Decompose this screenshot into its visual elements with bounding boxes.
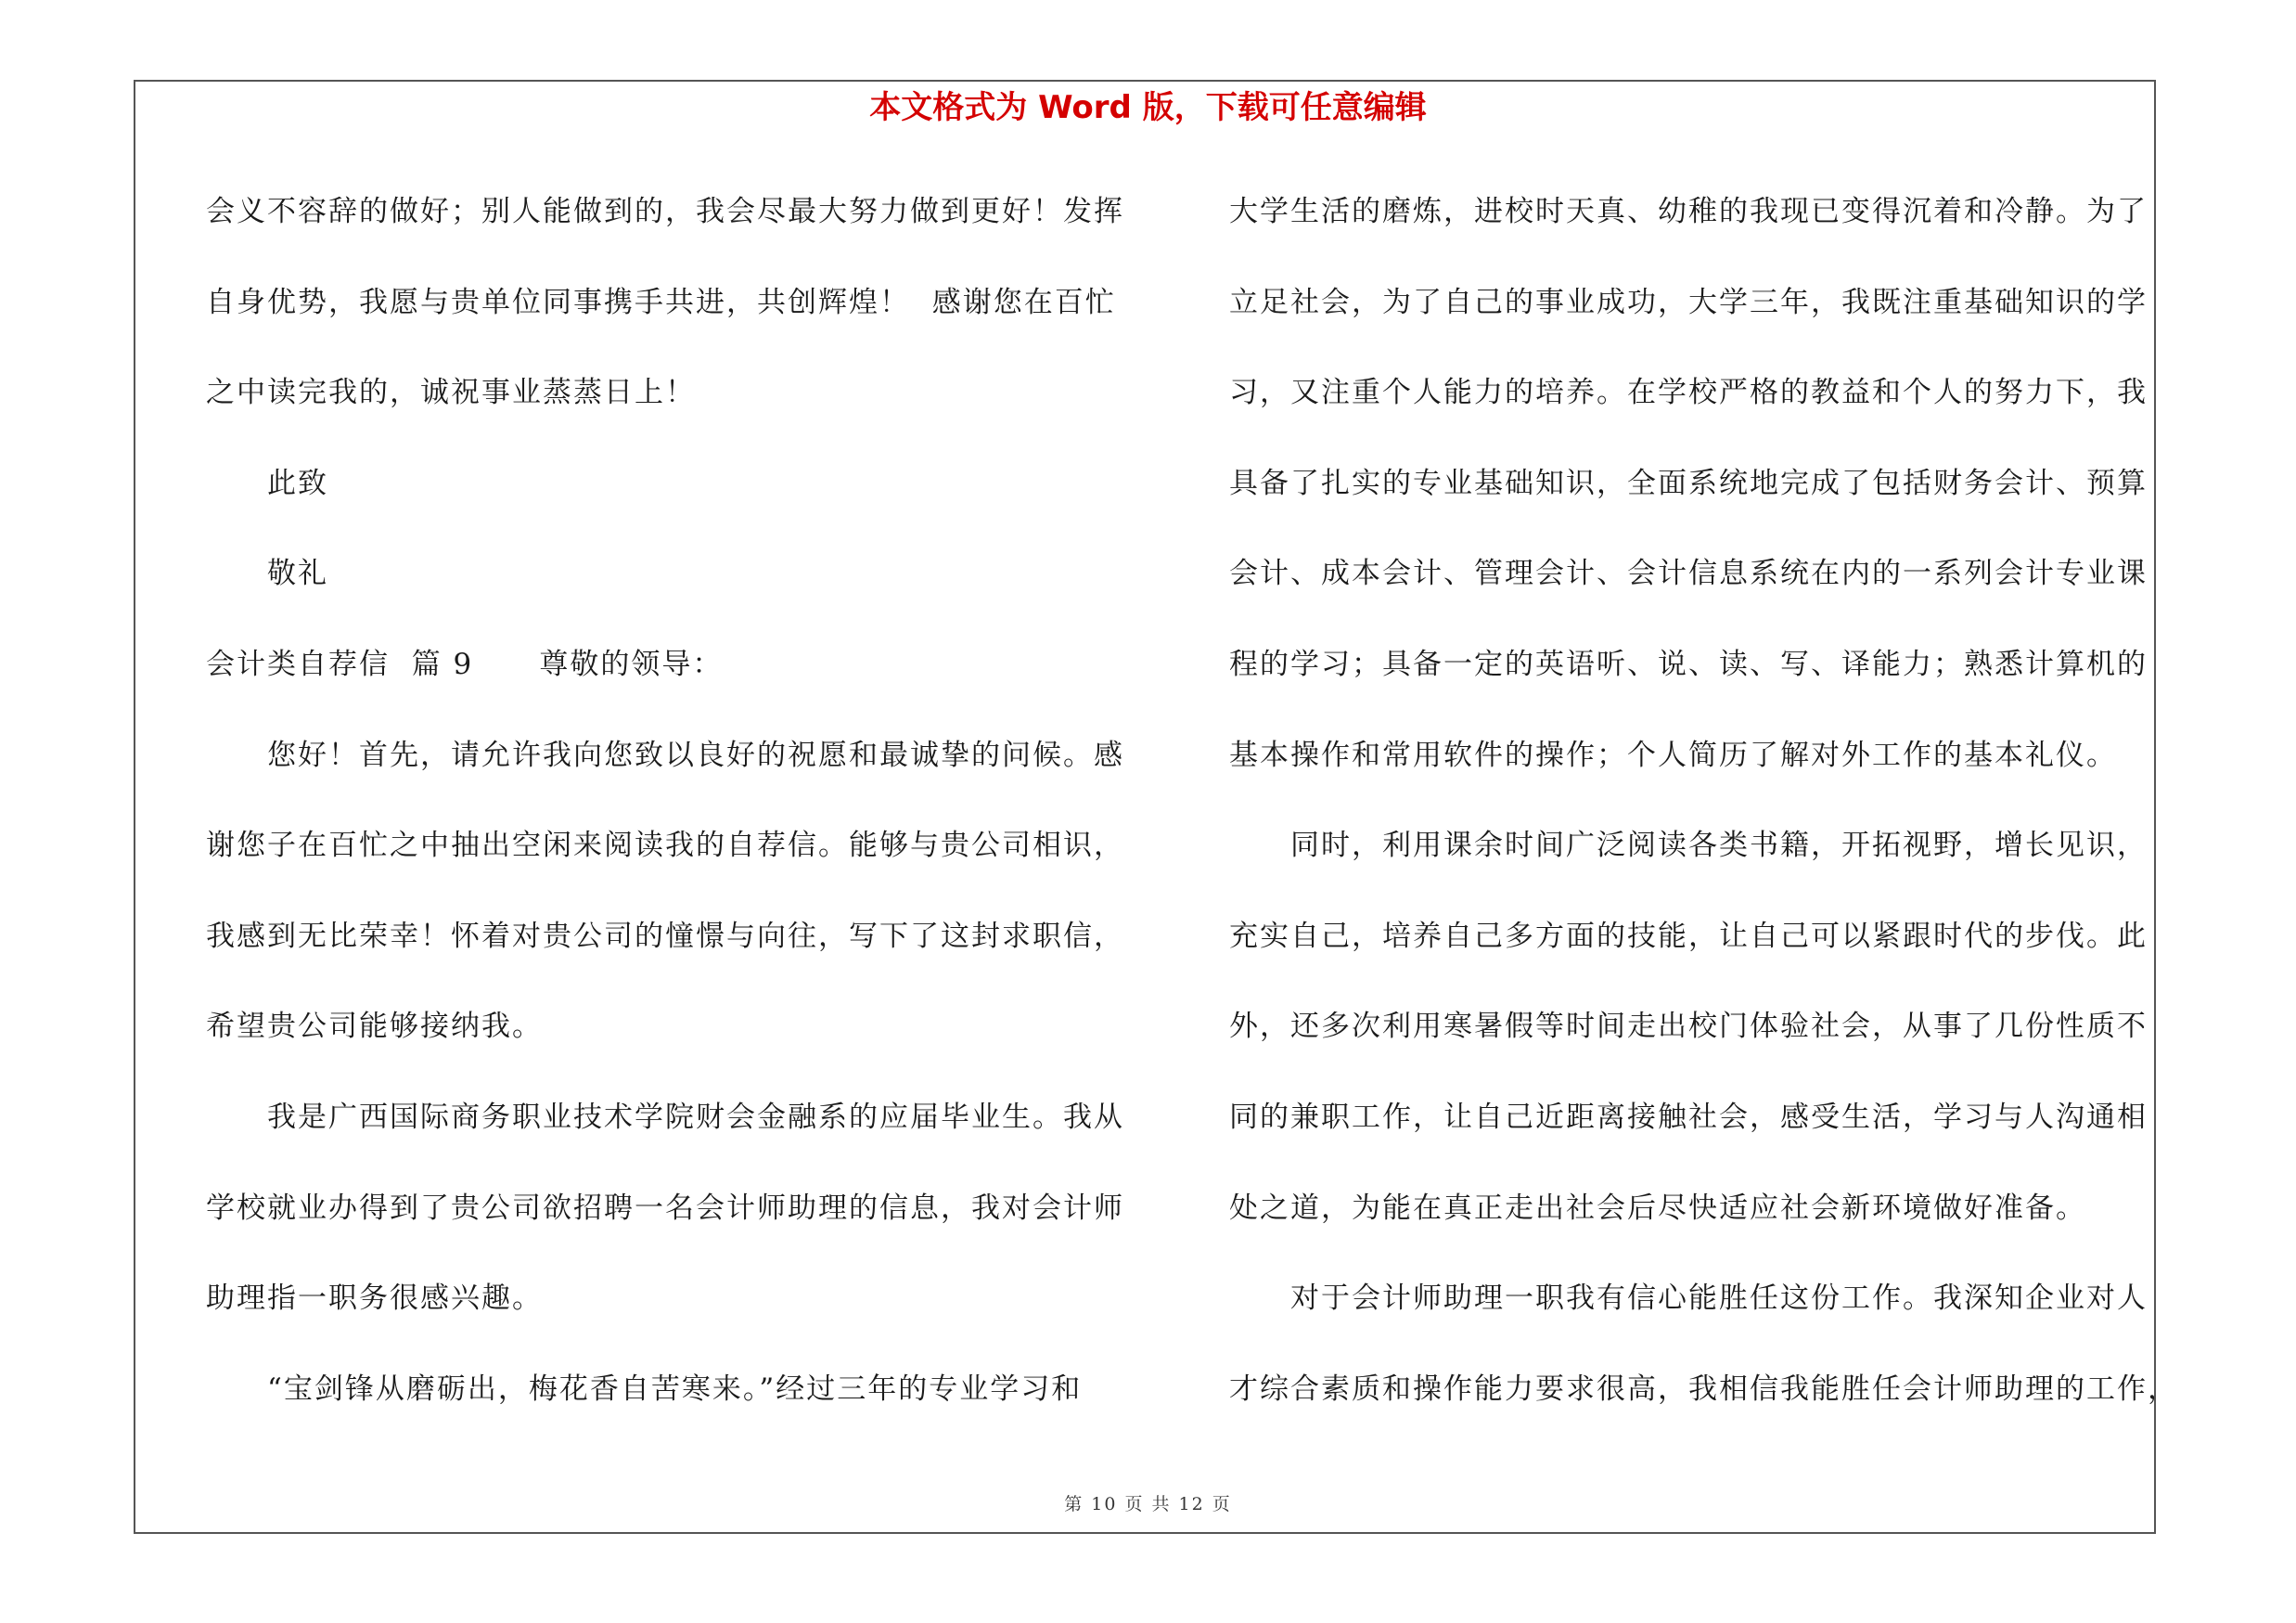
text-line: 对于会计师助理一职我有信心能胜任这份工作。我深知企业对人 xyxy=(1290,1282,2148,1316)
text-line: 同的兼职工作，让自己近距离接触社会，感受生活，学习与人沟通相 xyxy=(1229,1100,2148,1134)
page-number: 第 10 页 共 12 页 xyxy=(1064,1494,1232,1514)
text-line: 会计、成本会计、管理会计、会计信息系统在内的一系列会计专业课 xyxy=(1229,557,2148,591)
text-line: 具备了扎实的专业基础知识，全面系统地完成了包括财务会计、预算 xyxy=(1229,466,2148,500)
text-line: 学校就业办得到了贵公司欲招聘一名会计师助理的信息，我对会计师 xyxy=(206,1191,1124,1225)
text-line: 您好！首先，请允许我向您致以良好的祝愿和最诚挚的问候。感 xyxy=(267,738,1124,772)
text-line: 谢您子在百忙之中抽出空闲来阅读我的自荐信。能够与贵公司相识， xyxy=(206,829,1124,863)
text-line: 立足社会，为了自己的事业成功，大学三年，我既注重基础知识的学 xyxy=(1229,285,2148,319)
text-line: 外，还多次利用寒暑假等时间走出校门体验社会，从事了几份性质不 xyxy=(1229,1010,2148,1044)
salutation-line: 此致 xyxy=(267,466,328,500)
right-text-column xyxy=(1229,184,2178,1451)
closing-line: 敬礼 xyxy=(267,557,328,591)
text-line: 自身优势，我愿与贵单位同事携手共进，共创辉煌！ 感谢您在百忙 xyxy=(206,285,1116,319)
text-line: 程的学习；具备一定的英语听、说、读、写、译能力；熟悉计算机的 xyxy=(1229,647,2148,681)
text-line: 才综合素质和操作能力要求很高，我相信我能胜任会计师助理的工作， xyxy=(1229,1372,2178,1406)
left-text-column xyxy=(206,184,1143,1451)
text-line: 我感到无比荣幸！怀着对贵公司的憧憬与向往，写下了这封求职信， xyxy=(206,919,1124,953)
text-line: 之中读完我的，诚祝事业蒸蒸日上！ xyxy=(206,376,696,410)
text-line: 同时，利用课余时间广泛阅读各类书籍，开拓视野，增长见识， xyxy=(1290,829,2148,863)
text-line: 充实自己，培养自己多方面的技能，让自己可以紧跟时代的步伐。此 xyxy=(1229,919,2148,953)
text-line: 处之道，为能在真正走出社会后尽快适应社会新环境做好准备。 xyxy=(1229,1191,2086,1225)
format-banner: 本文格式为 Word 版，下载可任意编辑 xyxy=(869,89,1427,126)
section-heading: 会计类自荐信 篇 9 尊敬的领导： xyxy=(206,647,724,681)
text-line: 会义不容辞的做好；别人能做到的，我会尽最大努力做到更好！发挥 xyxy=(206,195,1124,228)
text-line: “宝剑锋从磨砺出，梅花香自苦寒来。”经过三年的专业学习和 xyxy=(267,1372,1083,1406)
text-line: 基本操作和常用软件的操作；个人简历了解对外工作的基本礼仪。 xyxy=(1229,738,2117,772)
text-line: 习，又注重个人能力的培养。在学校严格的教益和个人的努力下，我 xyxy=(1229,376,2148,410)
text-line: 助理指一职务很感兴趣。 xyxy=(206,1282,543,1316)
text-line: 我是广西国际商务职业技术学院财会金融系的应届毕业生。我从 xyxy=(267,1100,1124,1134)
text-line: 希望贵公司能够接纳我。 xyxy=(206,1010,543,1044)
text-line: 大学生活的磨炼，进校时天真、幼稚的我现已变得沉着和冷静。为了 xyxy=(1229,195,2148,228)
